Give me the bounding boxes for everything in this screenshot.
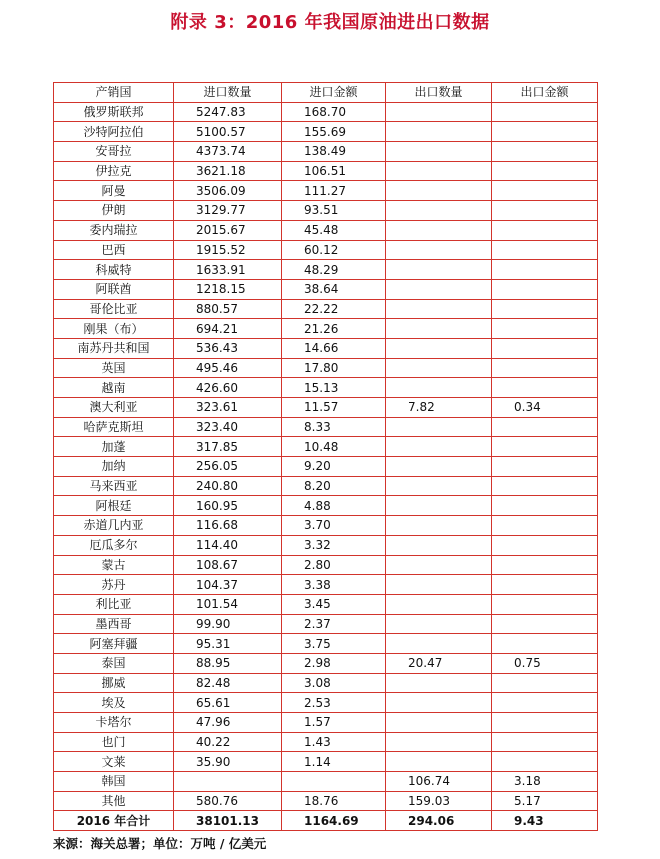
table-row bbox=[54, 437, 598, 457]
country-cell: 马来西亚 bbox=[54, 476, 174, 496]
country-cell: 加纳 bbox=[54, 457, 174, 477]
country-cell: 伊朗 bbox=[54, 201, 174, 221]
country-cell: 墨西哥 bbox=[54, 614, 174, 634]
import-qty-cell: 108.67 bbox=[174, 555, 282, 575]
table-row bbox=[54, 279, 598, 299]
country-cell: 阿塞拜疆 bbox=[54, 634, 174, 654]
total-import-value: 1164.69 bbox=[282, 811, 386, 831]
import-qty-cell: 317.85 bbox=[174, 437, 282, 457]
import-qty-cell: 1915.52 bbox=[174, 240, 282, 260]
export-qty-cell bbox=[386, 713, 492, 733]
export-value-cell bbox=[492, 260, 598, 280]
column-header-country: 产销国 bbox=[54, 83, 174, 103]
table-header-row bbox=[54, 83, 598, 103]
export-qty-cell bbox=[386, 240, 492, 260]
export-qty-cell bbox=[386, 673, 492, 693]
export-qty-cell bbox=[386, 634, 492, 654]
import-value-cell: 21.26 bbox=[282, 319, 386, 339]
table-row bbox=[54, 476, 598, 496]
country-cell: 哥伦比亚 bbox=[54, 299, 174, 319]
table-row bbox=[54, 673, 598, 693]
country-cell: 韩国 bbox=[54, 772, 174, 792]
export-value-cell bbox=[492, 378, 598, 398]
table-row bbox=[54, 575, 598, 595]
country-cell: 阿曼 bbox=[54, 181, 174, 201]
export-qty-cell bbox=[386, 437, 492, 457]
country-cell: 越南 bbox=[54, 378, 174, 398]
import-qty-cell: 101.54 bbox=[174, 594, 282, 614]
export-value-cell bbox=[492, 358, 598, 378]
import-qty-cell: 5247.83 bbox=[174, 102, 282, 122]
export-qty-cell bbox=[386, 496, 492, 516]
import-value-cell: 4.88 bbox=[282, 496, 386, 516]
export-qty-cell: 159.03 bbox=[386, 791, 492, 811]
export-value-cell bbox=[492, 496, 598, 516]
table-row bbox=[54, 102, 598, 122]
table-row bbox=[54, 201, 598, 221]
table-row bbox=[54, 634, 598, 654]
import-qty-cell: 47.96 bbox=[174, 713, 282, 733]
import-qty-cell: 5100.57 bbox=[174, 122, 282, 142]
import-value-cell: 48.29 bbox=[282, 260, 386, 280]
export-value-cell bbox=[492, 161, 598, 181]
export-qty-cell bbox=[386, 693, 492, 713]
import-qty-cell: 880.57 bbox=[174, 299, 282, 319]
table-row bbox=[54, 614, 598, 634]
export-value-cell: 3.18 bbox=[492, 772, 598, 792]
import-value-cell: 14.66 bbox=[282, 338, 386, 358]
import-value-cell: 3.45 bbox=[282, 594, 386, 614]
import-qty-cell: 536.43 bbox=[174, 338, 282, 358]
export-qty-cell bbox=[386, 476, 492, 496]
country-cell: 哈萨克斯坦 bbox=[54, 417, 174, 437]
import-value-cell: 3.70 bbox=[282, 516, 386, 536]
page-title: 附录 3：2016 年我国原油进出口数据 bbox=[170, 12, 490, 33]
export-value-cell bbox=[492, 752, 598, 772]
import-value-cell: 45.48 bbox=[282, 220, 386, 240]
export-value-cell bbox=[492, 516, 598, 536]
export-qty-cell: 20.47 bbox=[386, 653, 492, 673]
import-value-cell: 18.76 bbox=[282, 791, 386, 811]
import-value-cell: 2.53 bbox=[282, 693, 386, 713]
import-value-cell: 111.27 bbox=[282, 181, 386, 201]
country-cell: 伊拉克 bbox=[54, 161, 174, 181]
table-row bbox=[54, 791, 598, 811]
column-header-export-value: 出口金额 bbox=[492, 83, 598, 103]
country-cell: 安哥拉 bbox=[54, 142, 174, 162]
import-qty-cell: 3621.18 bbox=[174, 161, 282, 181]
source-note: 来源：海关总署；单位：万吨 / 亿美元 bbox=[53, 836, 267, 851]
import-qty-cell: 65.61 bbox=[174, 693, 282, 713]
export-value-cell bbox=[492, 713, 598, 733]
export-value-cell bbox=[492, 594, 598, 614]
table-row bbox=[54, 181, 598, 201]
import-value-cell: 3.32 bbox=[282, 535, 386, 555]
import-value-cell bbox=[282, 772, 386, 792]
export-qty-cell bbox=[386, 142, 492, 162]
total-export-value: 9.43 bbox=[492, 811, 598, 831]
import-value-cell: 2.80 bbox=[282, 555, 386, 575]
import-value-cell: 2.98 bbox=[282, 653, 386, 673]
export-qty-cell bbox=[386, 752, 492, 772]
import-qty-cell: 40.22 bbox=[174, 732, 282, 752]
total-import-qty: 38101.13 bbox=[174, 811, 282, 831]
export-qty-cell bbox=[386, 319, 492, 339]
import-qty-cell: 3506.09 bbox=[174, 181, 282, 201]
country-cell: 阿根廷 bbox=[54, 496, 174, 516]
table-row bbox=[54, 752, 598, 772]
country-cell: 挪威 bbox=[54, 673, 174, 693]
table-row bbox=[54, 220, 598, 240]
export-value-cell bbox=[492, 122, 598, 142]
export-value-cell bbox=[492, 220, 598, 240]
export-value-cell bbox=[492, 634, 598, 654]
country-cell: 委内瑞拉 bbox=[54, 220, 174, 240]
export-qty-cell bbox=[386, 161, 492, 181]
table-row bbox=[54, 732, 598, 752]
country-cell: 泰国 bbox=[54, 653, 174, 673]
import-value-cell: 106.51 bbox=[282, 161, 386, 181]
country-cell: 沙特阿拉伯 bbox=[54, 122, 174, 142]
export-value-cell bbox=[492, 555, 598, 575]
import-value-cell: 3.38 bbox=[282, 575, 386, 595]
export-qty-cell bbox=[386, 535, 492, 555]
export-qty-cell: 106.74 bbox=[386, 772, 492, 792]
import-qty-cell: 580.76 bbox=[174, 791, 282, 811]
import-value-cell: 60.12 bbox=[282, 240, 386, 260]
table-row bbox=[54, 122, 598, 142]
import-qty-cell: 495.46 bbox=[174, 358, 282, 378]
export-value-cell bbox=[492, 535, 598, 555]
export-qty-cell bbox=[386, 181, 492, 201]
table-row bbox=[54, 535, 598, 555]
export-value-cell bbox=[492, 614, 598, 634]
table-row bbox=[54, 457, 598, 477]
import-value-cell: 38.64 bbox=[282, 279, 386, 299]
country-cell: 阿联酋 bbox=[54, 279, 174, 299]
export-qty-cell bbox=[386, 260, 492, 280]
table-row bbox=[54, 260, 598, 280]
export-value-cell bbox=[492, 240, 598, 260]
export-value-cell bbox=[492, 338, 598, 358]
export-qty-cell bbox=[386, 457, 492, 477]
country-cell: 加蓬 bbox=[54, 437, 174, 457]
table-row bbox=[54, 398, 598, 418]
export-qty-cell bbox=[386, 338, 492, 358]
import-value-cell: 3.75 bbox=[282, 634, 386, 654]
import-value-cell: 3.08 bbox=[282, 673, 386, 693]
column-header-import-qty: 进口数量 bbox=[174, 83, 282, 103]
import-qty-cell: 3129.77 bbox=[174, 201, 282, 221]
table-row bbox=[54, 516, 598, 536]
export-value-cell bbox=[492, 417, 598, 437]
import-qty-cell: 1218.15 bbox=[174, 279, 282, 299]
import-value-cell: 1.14 bbox=[282, 752, 386, 772]
import-qty-cell: 95.31 bbox=[174, 634, 282, 654]
import-qty-cell: 323.61 bbox=[174, 398, 282, 418]
export-qty-cell: 7.82 bbox=[386, 398, 492, 418]
export-qty-cell bbox=[386, 516, 492, 536]
country-cell: 埃及 bbox=[54, 693, 174, 713]
table-row bbox=[54, 378, 598, 398]
export-qty-cell bbox=[386, 614, 492, 634]
export-qty-cell bbox=[386, 102, 492, 122]
export-qty-cell bbox=[386, 220, 492, 240]
export-value-cell bbox=[492, 673, 598, 693]
table-row bbox=[54, 594, 598, 614]
import-value-cell: 93.51 bbox=[282, 201, 386, 221]
export-qty-cell bbox=[386, 358, 492, 378]
import-value-cell: 22.22 bbox=[282, 299, 386, 319]
import-value-cell: 11.57 bbox=[282, 398, 386, 418]
table-row bbox=[54, 653, 598, 673]
import-qty-cell: 114.40 bbox=[174, 535, 282, 555]
export-value-cell bbox=[492, 181, 598, 201]
country-cell: 卡塔尔 bbox=[54, 713, 174, 733]
import-qty-cell: 2015.67 bbox=[174, 220, 282, 240]
export-value-cell: 0.75 bbox=[492, 653, 598, 673]
table-row bbox=[54, 772, 598, 792]
table-row bbox=[54, 161, 598, 181]
table-row bbox=[54, 693, 598, 713]
import-qty-cell: 104.37 bbox=[174, 575, 282, 595]
import-qty-cell: 99.90 bbox=[174, 614, 282, 634]
export-value-cell: 0.34 bbox=[492, 398, 598, 418]
export-value-cell: 5.17 bbox=[492, 791, 598, 811]
country-cell: 南苏丹共和国 bbox=[54, 338, 174, 358]
table-row bbox=[54, 358, 598, 378]
country-cell: 赤道几内亚 bbox=[54, 516, 174, 536]
export-qty-cell bbox=[386, 555, 492, 575]
export-qty-cell bbox=[386, 122, 492, 142]
export-value-cell bbox=[492, 437, 598, 457]
table-row bbox=[54, 555, 598, 575]
import-qty-cell: 82.48 bbox=[174, 673, 282, 693]
export-value-cell bbox=[492, 476, 598, 496]
table-row bbox=[54, 417, 598, 437]
table-row bbox=[54, 240, 598, 260]
import-qty-cell: 426.60 bbox=[174, 378, 282, 398]
import-value-cell: 9.20 bbox=[282, 457, 386, 477]
import-value-cell: 8.20 bbox=[282, 476, 386, 496]
export-qty-cell bbox=[386, 378, 492, 398]
export-value-cell bbox=[492, 201, 598, 221]
country-cell: 也门 bbox=[54, 732, 174, 752]
country-cell: 利比亚 bbox=[54, 594, 174, 614]
table-row bbox=[54, 338, 598, 358]
country-cell: 蒙古 bbox=[54, 555, 174, 575]
table-row bbox=[54, 713, 598, 733]
table-row bbox=[54, 142, 598, 162]
table-row bbox=[54, 299, 598, 319]
table-row bbox=[54, 319, 598, 339]
column-header-export-qty: 出口数量 bbox=[386, 83, 492, 103]
import-qty-cell: 1633.91 bbox=[174, 260, 282, 280]
country-cell: 刚果（布） bbox=[54, 319, 174, 339]
import-value-cell: 1.43 bbox=[282, 732, 386, 752]
column-header-import-value: 进口金额 bbox=[282, 83, 386, 103]
import-value-cell: 1.57 bbox=[282, 713, 386, 733]
import-value-cell: 138.49 bbox=[282, 142, 386, 162]
country-cell: 俄罗斯联邦 bbox=[54, 102, 174, 122]
import-value-cell: 15.13 bbox=[282, 378, 386, 398]
export-value-cell bbox=[492, 299, 598, 319]
import-qty-cell bbox=[174, 772, 282, 792]
export-value-cell bbox=[492, 693, 598, 713]
country-cell: 巴西 bbox=[54, 240, 174, 260]
country-cell: 其他 bbox=[54, 791, 174, 811]
import-qty-cell: 160.95 bbox=[174, 496, 282, 516]
import-qty-cell: 694.21 bbox=[174, 319, 282, 339]
total-export-qty: 294.06 bbox=[386, 811, 492, 831]
import-value-cell: 168.70 bbox=[282, 102, 386, 122]
crude-oil-table bbox=[53, 82, 598, 831]
total-row bbox=[54, 811, 598, 831]
export-qty-cell bbox=[386, 201, 492, 221]
table-row bbox=[54, 496, 598, 516]
total-label: 2016 年合计 bbox=[54, 811, 174, 831]
export-qty-cell bbox=[386, 732, 492, 752]
import-qty-cell: 116.68 bbox=[174, 516, 282, 536]
import-value-cell: 155.69 bbox=[282, 122, 386, 142]
export-qty-cell bbox=[386, 594, 492, 614]
export-qty-cell bbox=[386, 417, 492, 437]
country-cell: 苏丹 bbox=[54, 575, 174, 595]
import-value-cell: 17.80 bbox=[282, 358, 386, 378]
export-value-cell bbox=[492, 279, 598, 299]
export-qty-cell bbox=[386, 299, 492, 319]
export-qty-cell bbox=[386, 575, 492, 595]
import-qty-cell: 4373.74 bbox=[174, 142, 282, 162]
country-cell: 文莱 bbox=[54, 752, 174, 772]
import-value-cell: 10.48 bbox=[282, 437, 386, 457]
import-qty-cell: 35.90 bbox=[174, 752, 282, 772]
import-qty-cell: 256.05 bbox=[174, 457, 282, 477]
import-qty-cell: 88.95 bbox=[174, 653, 282, 673]
export-value-cell bbox=[492, 457, 598, 477]
export-value-cell bbox=[492, 142, 598, 162]
export-value-cell bbox=[492, 732, 598, 752]
export-value-cell bbox=[492, 575, 598, 595]
country-cell: 澳大利亚 bbox=[54, 398, 174, 418]
import-qty-cell: 240.80 bbox=[174, 476, 282, 496]
country-cell: 厄瓜多尔 bbox=[54, 535, 174, 555]
country-cell: 科威特 bbox=[54, 260, 174, 280]
country-cell: 英国 bbox=[54, 358, 174, 378]
export-qty-cell bbox=[386, 279, 492, 299]
import-value-cell: 8.33 bbox=[282, 417, 386, 437]
import-value-cell: 2.37 bbox=[282, 614, 386, 634]
export-value-cell bbox=[492, 319, 598, 339]
import-qty-cell: 323.40 bbox=[174, 417, 282, 437]
export-value-cell bbox=[492, 102, 598, 122]
